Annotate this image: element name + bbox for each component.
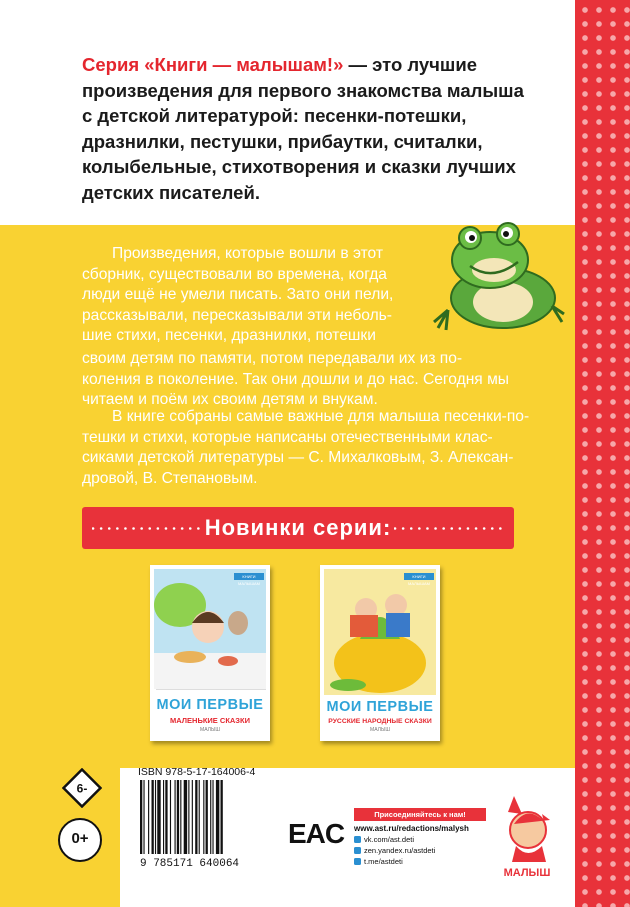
book-2-tag: КНИГИ МАЛЫШАМ xyxy=(404,573,434,580)
svg-text:9 785171 640064: 9 785171 640064 xyxy=(140,858,240,868)
telegram-link[interactable]: t.me/astdeti xyxy=(354,857,486,866)
social-block xyxy=(354,808,486,866)
series-intro: Серия «Книги — малышам!» — это лучшие произведения для первого знакомства малыша с детской литературой: песенки-потешки, дразнилки, пестушки, прибаутки, считалки, колыбельные, стихотворения и сказки лучших детских писателей. xyxy=(82,54,524,203)
book-2-publisher: МАЛЫШ xyxy=(370,727,390,733)
series-name: Серия «Книги — малышам!» xyxy=(82,54,344,75)
book-1-publisher: МАЛЫШ xyxy=(200,727,220,733)
barcode-bar xyxy=(199,780,200,854)
svg-text:6-: 6- xyxy=(76,781,88,796)
barcode-bar xyxy=(188,780,189,854)
barcode-bar xyxy=(155,780,156,854)
barcode-bar xyxy=(180,780,181,854)
barcode-bar xyxy=(195,780,197,854)
age-rating-diamond xyxy=(62,768,102,808)
barcode-bar xyxy=(216,780,219,854)
book-1-subtitle: МАЛЕНЬКИЕ СКАЗКИ xyxy=(170,716,250,725)
banner-title: Новинки серии: xyxy=(204,515,392,540)
join-us-label: Присоединяйтесь к нам! xyxy=(354,808,486,821)
barcode-bar xyxy=(148,780,149,854)
age-rating-circle: 0+ xyxy=(58,818,102,862)
barcode-bar xyxy=(210,780,211,854)
book-2-subtitle: РУССКИЕ НАРОДНЫЕ СКАЗКИ xyxy=(328,718,432,725)
barcode-bar xyxy=(143,780,144,854)
barcode-bar xyxy=(221,780,223,854)
barcode-bar xyxy=(157,780,160,854)
zen-icon xyxy=(354,847,361,854)
barcode-bar xyxy=(184,780,187,854)
eac-certification-mark: EAC xyxy=(288,818,345,849)
barcode-bar xyxy=(163,780,164,854)
publisher-url[interactable]: www.ast.ru/redactions/malysh xyxy=(354,824,469,833)
barcode-bar xyxy=(203,780,204,854)
description-paragraph-1-cont: своим детям по памяти, потом передавали их из по- коления в поколение. Так они дошли и до нас. Сегодня мы читаем и поём их своим детям и внукам. xyxy=(82,350,510,409)
vk-icon xyxy=(354,836,361,843)
book-2-title: МОИ ПЕРВЫЕ xyxy=(326,699,434,715)
barcode xyxy=(138,780,273,868)
book-1-title: МОИ ПЕРВЫЕ xyxy=(156,697,264,713)
description-paragraph-2: В книге собраны самые важные для малыша песенки-по- тешки и стихи, которые написаны отечественными клас- сиками детской литературы — С. Михалковым, З. Алексан- дровой, В. Степановым. xyxy=(82,408,530,487)
barcode-bar xyxy=(212,780,213,854)
barcode-bar xyxy=(165,780,167,854)
description-paragraph-1: Произведения, которые вошли в этот сборник, существовали во времена, когда люди ещё не умели писать. Зато они пели, рассказывали, пересказывали эти неболь- шие стихи, песенки, дразнилки, потешки xyxy=(82,245,394,345)
book-cover-folk-tales xyxy=(320,565,440,741)
barcode-bars xyxy=(140,780,223,854)
isbn-text: ISBN 978-5-17-164006-4 xyxy=(138,766,256,778)
polka-dot-stripe xyxy=(575,0,630,907)
malysh-publisher-logo xyxy=(492,790,562,882)
frog-illustration xyxy=(428,210,568,335)
barcode-bar xyxy=(192,780,193,854)
barcode-bar xyxy=(177,780,179,854)
book-1-tag: КНИГИ МАЛЫШАМ xyxy=(234,573,264,580)
telegram-icon xyxy=(354,858,361,865)
vk-link[interactable]: vk.com/ast.deti xyxy=(354,835,486,844)
barcode-bar xyxy=(175,780,176,854)
svg-text:МАЛЫШ: МАЛЫШ xyxy=(503,867,551,879)
barcode-bar xyxy=(170,780,171,854)
barcode-bar xyxy=(206,780,208,854)
barcode-bar xyxy=(152,780,154,854)
book-1-art xyxy=(150,565,270,741)
book-cover-small-tales xyxy=(150,565,270,741)
zen-link[interactable]: zen.yandex.ru/astdeti xyxy=(354,846,486,855)
new-in-series-banner xyxy=(82,507,514,549)
barcode-bar xyxy=(140,780,142,854)
